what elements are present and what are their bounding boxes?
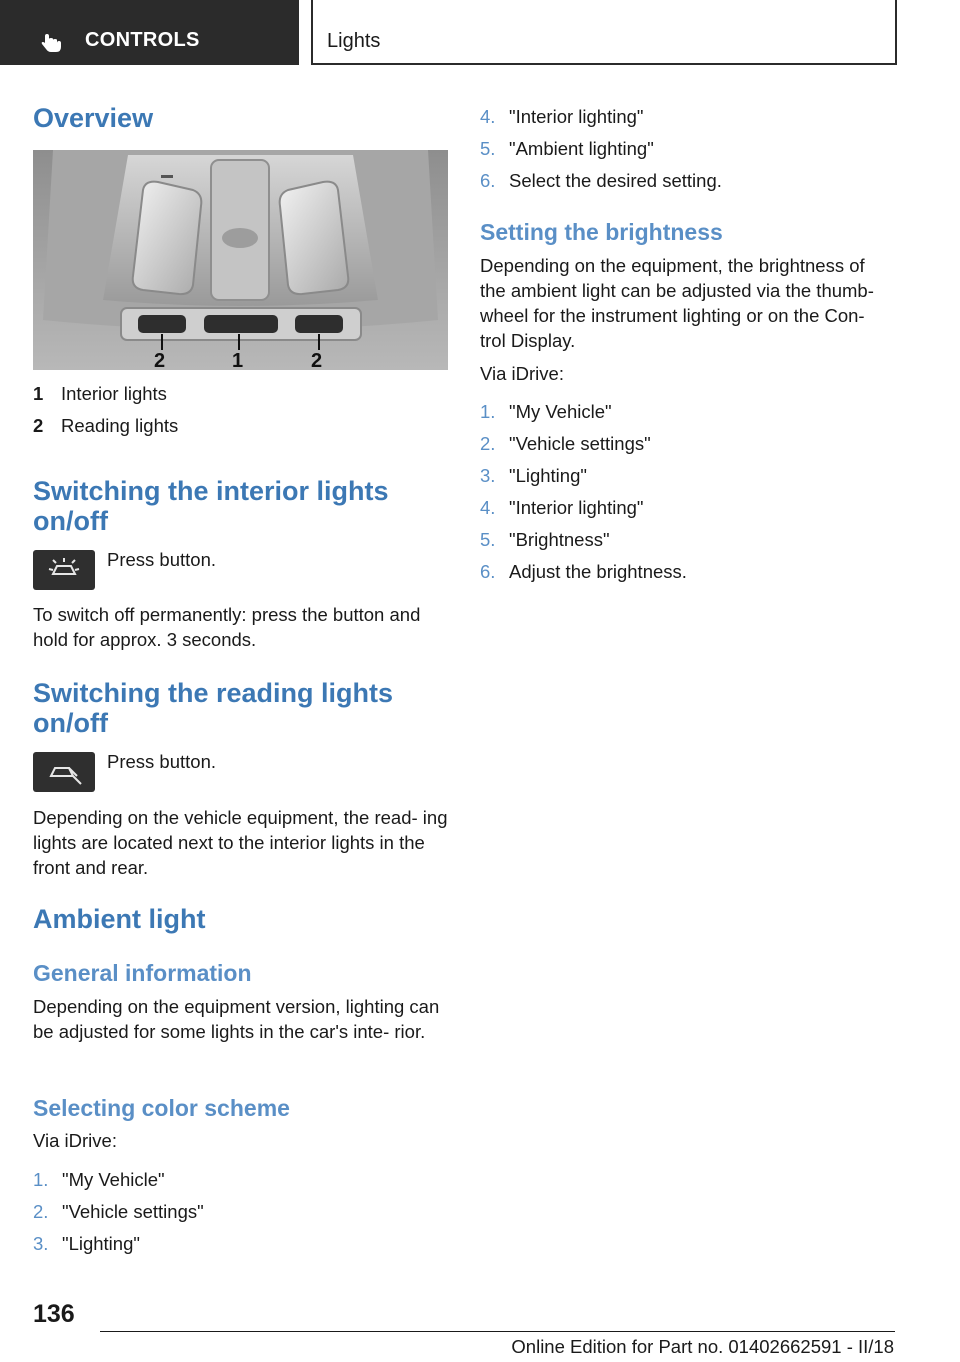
list-text: "My Vehicle" (509, 401, 612, 422)
brightness-text: Depending on the equipment, the brightness of the ambient light can be adjusted via the thumb‐ wheel for the instrument lighting or on the Con‐ trol Display. (480, 255, 874, 351)
callout-label: 1 (232, 350, 244, 370)
section-label: CONTROLS (85, 29, 200, 51)
overhead-console-photo (33, 150, 448, 370)
list-text: "Ambient lighting" (509, 138, 654, 159)
list-number: 2. (33, 1201, 49, 1222)
callout-label: 2 (311, 350, 323, 370)
interior-body-text: To switch off permanently: press the button and hold for approx. 3 seconds. (33, 604, 421, 650)
list-number: 1. (480, 401, 496, 422)
list-number: 6. (480, 170, 496, 191)
general-info-heading: General information (33, 960, 252, 986)
section-tab (0, 0, 299, 65)
list-text: "Interior lighting" (509, 106, 644, 127)
color-via-text: Via iDrive: (33, 1130, 117, 1151)
list-text: "Brightness" (509, 529, 610, 550)
list-text: "Vehicle settings" (62, 1201, 204, 1222)
list-number: 6. (480, 561, 496, 582)
list-text: "Vehicle settings" (509, 433, 651, 454)
list-number: 1. (33, 1169, 49, 1190)
brightness-heading: Setting the brightness (480, 219, 723, 245)
overview-heading: Overview (33, 103, 154, 133)
legend-number: 2 (33, 415, 44, 436)
reading-body-text: Depending on the vehicle equipment, the read‐ ing lights are located next to the interior lights in the front and rear. (33, 807, 448, 878)
brightness-via-text: Via iDrive: (480, 363, 564, 384)
hand-pointer-icon (40, 30, 66, 54)
reading-light-button-icon (33, 752, 95, 792)
list-number: 4. (480, 497, 496, 518)
list-text: Select the desired setting. (509, 170, 722, 191)
list-number: 3. (480, 465, 496, 486)
list-number: 5. (480, 138, 496, 159)
page-title: Lights (327, 30, 381, 52)
list-text: Adjust the brightness. (509, 561, 687, 582)
general-info-text: Depending on the equipment version, lighting can be adjusted for some lights in the car's inte‐ rior. (33, 996, 440, 1042)
reading-press-text: Press button. (107, 751, 217, 772)
list-text: "Interior lighting" (509, 497, 644, 518)
page-title-box (311, 0, 897, 65)
list-text: "Lighting" (62, 1233, 140, 1254)
color-scheme-heading: Selecting color scheme (33, 1095, 290, 1121)
reading-lights-heading: Switching the reading lights on/off (33, 678, 394, 738)
page-number: 136 (33, 1300, 75, 1328)
legend-number: 1 (33, 383, 44, 404)
edition-text: Online Edition for Part no. 01402662591 - II/18 (511, 1336, 894, 1357)
list-text: "My Vehicle" (62, 1169, 165, 1190)
interior-lights-heading: Switching the interior lights on/off (33, 476, 389, 536)
list-number: 5. (480, 529, 496, 550)
callout-label: 2 (154, 350, 166, 370)
list-text: "Lighting" (509, 465, 587, 486)
list-number: 4. (480, 106, 496, 127)
footer-divider (100, 1331, 895, 1332)
interior-press-text: Press button. (107, 549, 217, 570)
list-number: 3. (33, 1233, 49, 1254)
interior-light-button-icon (33, 550, 95, 590)
ambient-light-heading: Ambient light (33, 904, 206, 934)
legend-text: Interior lights (61, 383, 167, 404)
list-number: 2. (480, 433, 496, 454)
legend-text: Reading lights (61, 415, 179, 436)
